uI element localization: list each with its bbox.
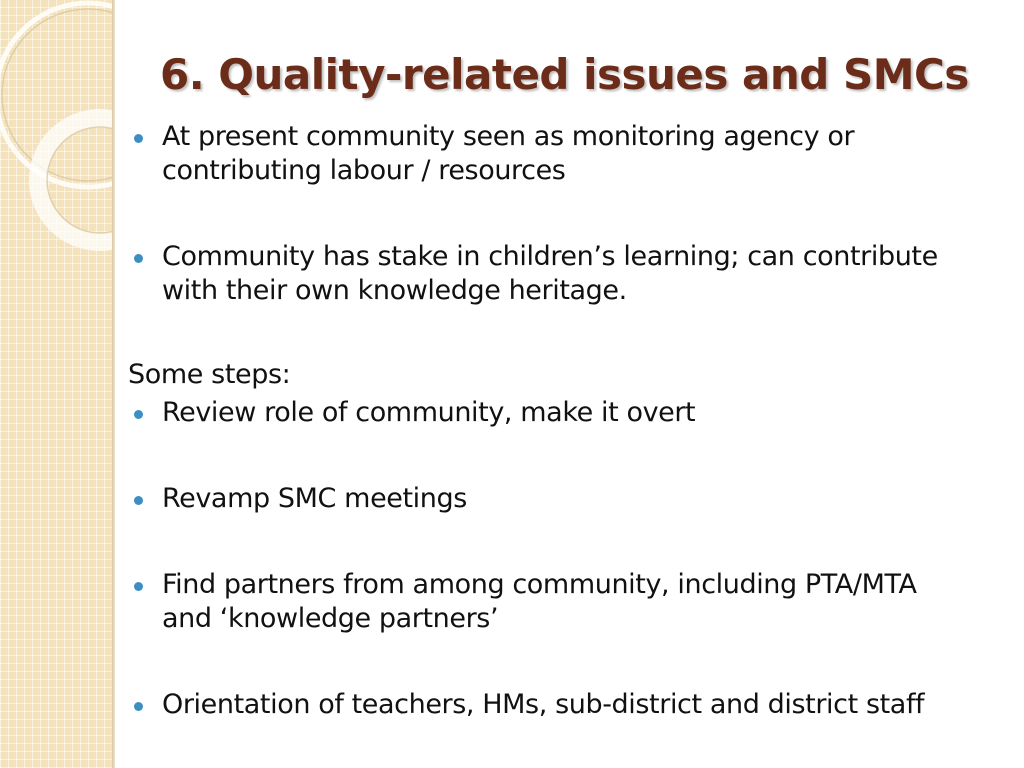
bullet-item: Orientation of teachers, HMs, sub-district and district staff: [128, 688, 958, 722]
bullet-item: Community has stake in children’s learning; can contribute with their own knowledge heritage.: [128, 240, 958, 308]
decorative-side-band: [0, 0, 112, 768]
bullet-item: Review role of community, make it overt: [128, 396, 958, 430]
bullet-item: At present community seen as monitoring agency or contributing labour / resources: [128, 120, 958, 188]
steps-heading: Some steps:: [128, 359, 291, 390]
bullet-item: Find partners from among community, including PTA/MTA and ‘knowledge partners’: [128, 568, 958, 636]
side-band-edge: [112, 0, 115, 768]
bullet-item: Revamp SMC meetings: [128, 482, 958, 516]
slide-title: 6. Quality-related issues and SMCs: [160, 50, 969, 99]
slide-body: [128, 120, 958, 722]
decorative-rings-icon: [0, 0, 112, 768]
